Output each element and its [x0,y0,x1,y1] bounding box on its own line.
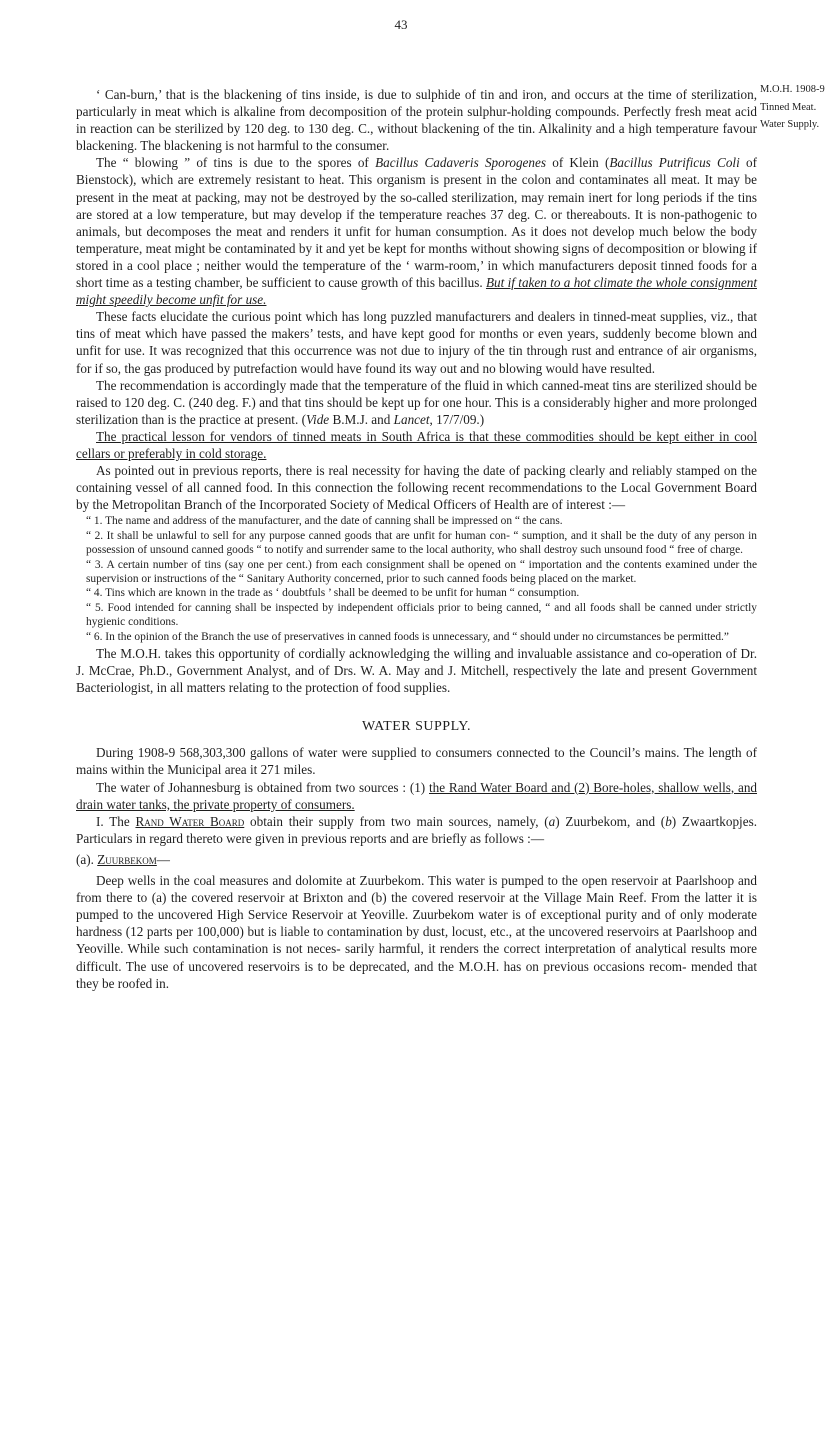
italic-text: Lancet [393,411,430,427]
text: I. The [96,813,136,829]
margin-note-tinned-meat: Tinned Meat. [760,102,817,113]
paragraph-blowing [76,154,757,308]
paragraph-zuurbekom: Deep wells in the coal measures and dolomite at Zuurbekom. This water is pumped to the open reservoir at Paarlshoop and from there to (a) the covered reservoir at Brixton and (b) the covered reservoir at the Village Main Reef. From the latter it is pumped to the uncovered High Service Reservoir at Yeoville. Zuurbekom water is of exceptional purity and of only moderate hardness (12 parts per 100,000) but is liable to contamination by dust, locust, etc., at the uncovered reservoirs at Paarlshoop and Yeoville. While such contamination is not neces- sarily harmful, it renders the correct interpretation of analytical results more difficult. The use of uncovered reservoirs is to be deprecated, and the M.O.H. has on previous occasions recom- mended that they be roofed in. [76,873,757,991]
small-caps-text: Zuurbekom [97,851,157,867]
italic-text: Bacillus Cadaveris Sporogenes [375,155,546,171]
paragraph-water-quantity: During 1908-9 568,303,300 gallons of water were supplied to consumers connected to the Council’s mains. The length of mains within the Municipal area it 271 miles. [76,745,757,778]
recommendations-list [86,514,757,644]
paragraph-date-packing: As pointed out in previous reports, there is real necessity for having the date of packing clearly and reliably stamped on the containing vessel of all canned food. In this connection the following recent recommendations to the Local Government Board by the Metropolitan Branch of the Incorporated Society of Medical Officers of Health are of interest :— [76,463,757,513]
text: ) Zuurbekom, and ( [555,813,666,829]
paragraph-facts: These facts elucidate the curious point which has long puzzled manufacturers and dealers in tinned-meat supplies, viz., that tins of meat which have passed the makers’ tests, and have kept good for months or even years, suddenly become blown and unfit for use. It was recognized that this occurrence was not due to injury of the tin through rust and entrance of air organisms, for if so, the gas produced by putrefaction would have found its way out and no blowing would have resulted. [76,309,757,376]
subheading-zuurbekom [76,851,757,868]
body-text [76,86,757,992]
text: ‘ Can-burn,’ that is the blackening of tins inside, is due to sulphide of tin and iron, and occurs at the time of sterilization, particularly in meat which is alkaline from decomposition of the protein sulphur-holding compounds. Perfectly fresh meat acid in reaction can be sterilized by 120 deg. to 130 deg. C., without blackening of the tin. Alkalinity and a high temperature favour blackening. The blackening is not harmful to the consumer. [76,87,757,154]
recommendation-item: “ 1. The name and address of the manufacturer, and the date of canning shall be impressed on “ the cans. [86,515,563,528]
text: — [156,851,170,867]
recommendation-item: “ 3. A certain number of tins (say one per cent.) from each consignment shall be opened on “ importation and the contents examined under the supervision or instructions of the “ Sanitary Authority concerned, prior to such canned foods being placed on the market. [86,558,757,585]
paragraph-practical-lesson: The practical lesson for vendors of tinned meats in South Africa is that these commodities should be kept either in cool cellars or preferably in cold storage. [76,428,757,461]
recommendation-item: “ 5. Food intended for canning shall be inspected by independent officials prior to being canned, “ and all foods shall be canned under strictly hygienic conditions. [86,601,757,629]
paragraph-recommendation [76,377,757,428]
paragraph-water-sources [76,779,757,813]
italic-text: Vide [305,411,330,427]
text: obtain their supply from two main sources, namely, ( [244,813,549,829]
underlined-text: the Rand Water Board and (2) Bore-holes, shallow wells, and drain water tanks, the private property of consumers. [76,779,758,812]
italic-text: a [548,813,556,829]
paragraph-rand-water-board [76,813,757,847]
text: , 17/7/09.) [429,411,485,427]
small-caps-text: Rand Water Board [135,813,245,829]
text: ) Zwaartkopjes. Particulars in regard thereto were given in previous reports and are briefly as follows :— [76,813,757,846]
margin-note-header: M.O.H. 1908-9 [760,84,825,95]
paragraph-can-burn [76,86,757,154]
page-number: 43 [394,17,408,32]
paragraph-acknowledgement: The M.O.H. takes this opportunity of cordially acknowledging the willing and invaluable assistance and co-operation of Dr. J. McCrae, Ph.D., Government Analyst, and of Drs. W. A. May and J. Mitchell, respectively the late and present Government Bacteriologist, in all matters relating to the protection of food supplies. [76,646,757,696]
recommendation-item: “ 2. It shall be unlawful to sell for any purpose canned goods that are unfit for human con- “ sumption, and it shall be the duty of any person in possession of unsound canned goods “ to notify and surrender same to the local authority, who shall destroy such unsound food “ free of charge. [86,529,757,557]
margin-note-water-supply: Water Supply. [760,119,820,130]
italic-text: b [665,813,672,829]
text: The water of Johannesburg is obtained from two sources : (1) [96,779,429,795]
italic-underlined-text: But if taken to a hot climate the whole consignment might speedily become unfit for use. [76,275,757,308]
italic-text: Bacillus Putrificus Coli [609,155,740,171]
text: The recommendation is accordingly made that the temperature of the fluid in which canned-meat tins are sterilized should be raised to 120 deg. C. (240 deg. F.) and that tins should be kept up for one hour. This is a considerably higher and more prolonged sterilization than is the practice at present. ( [76,377,757,427]
recommendation-item: “ 4. Tins which are known in the trade as ‘ doubtfuls ’ shall be deemed to be unfit for human “ consumption. [86,587,580,600]
text: B.M.J. and [329,411,394,427]
text: of Bienstock), which are extremely resistant to heat. This organism is present in the colon and contaminates all meat. It may be present in the meat at packing, may not be destroyed by the so-called sterilization, may remain inert for long periods if the tins are stored at a low temperature, but may develop if the temperature reaches 37 deg. C. or thereabouts. It is non-pathogenic to animals, but decomposes the meat and renders it unfit for human consumption. As it does not develop much below the body temperature, meat might be contaminated by it and yet be kept for months without showing signs of decomposition or blowing if stored in a cool place ; neither would the temperature of the ‘ warm-room,’ in which manufacturers deposit tinned foods for a short time as a testing chamber, be sufficient to cause growth of this bacillus. [76,155,757,291]
recommendation-item: “ 6. In the opinion of the Branch the use of preservatives in canned foods is unnecessary, and “ should under no circumstances be permitted.” [86,630,729,643]
text: The “ blowing ” of tins is due to the spores of [96,155,376,171]
text: (a). [76,851,98,867]
text: of Klein ( [546,155,610,171]
section-heading-water-supply: WATER SUPPLY. [361,719,472,735]
